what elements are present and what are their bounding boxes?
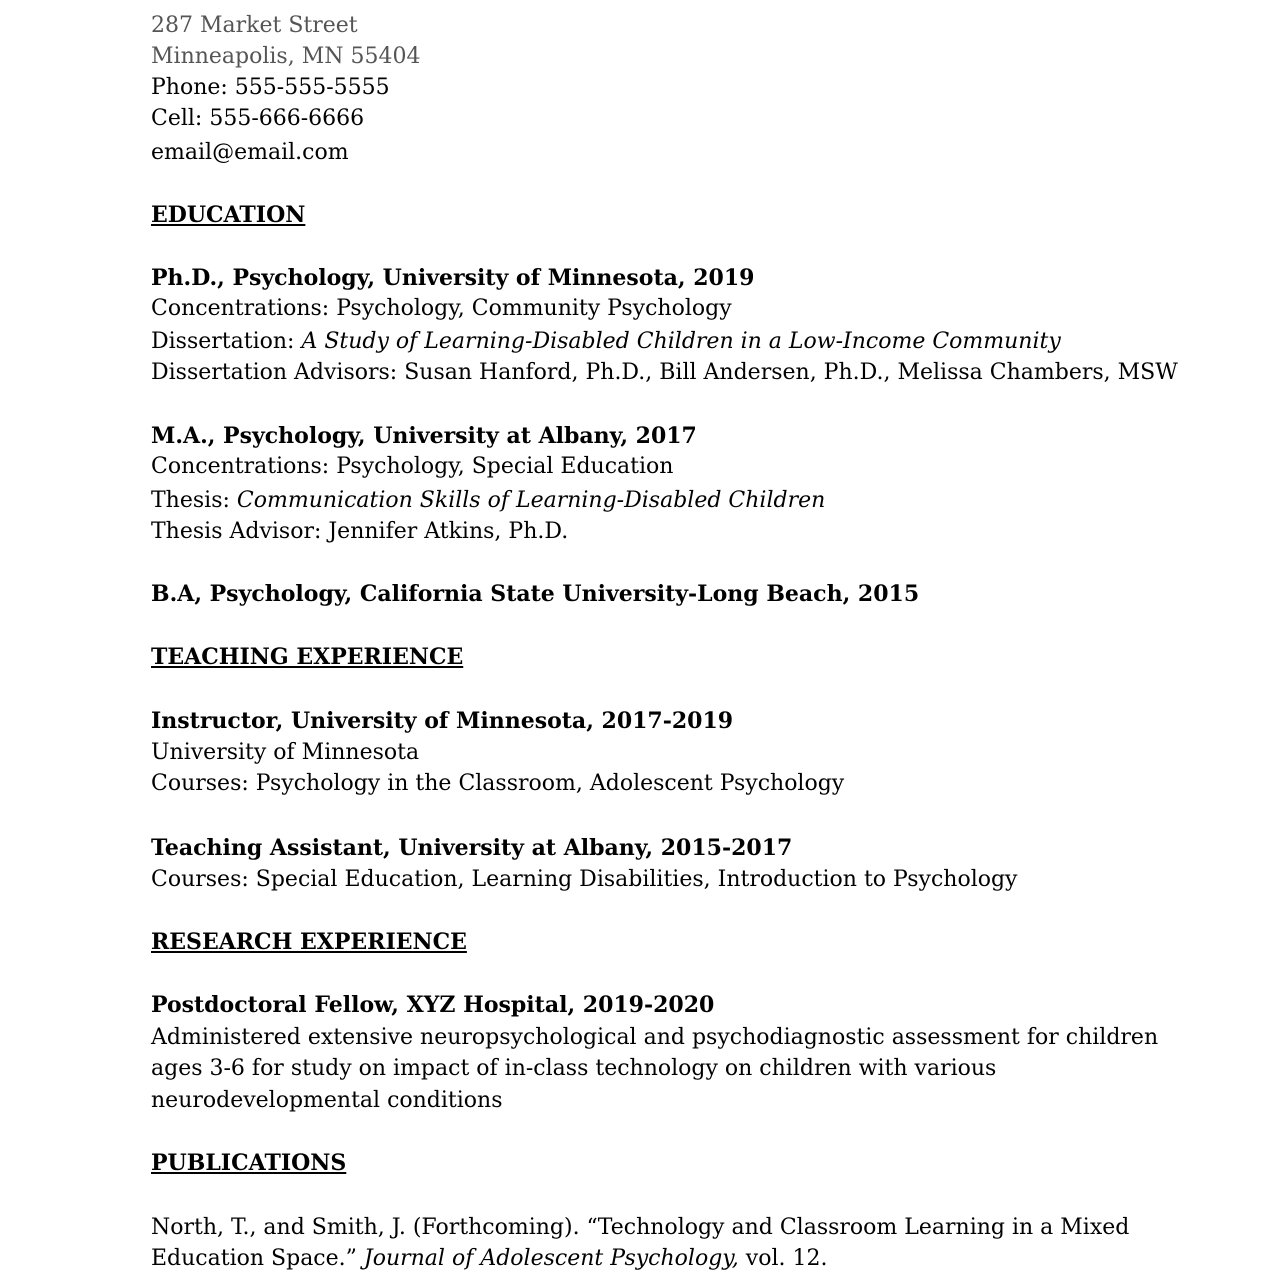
thesis-label: Thesis: [151,488,237,513]
phd-title: Ph.D., Psychology, University of Minnesota, 2019 [151,265,755,291]
ma-advisor: Thesis Advisor: Jennifer Atkins, Ph.D. [151,519,569,544]
ma-thesis [151,487,825,515]
phd-dissertation [151,328,1061,356]
ta-title: Teaching Assistant, University at Albany, 2015-2017 [151,835,793,861]
publications-heading: PUBLICATIONS [151,1150,347,1176]
thesis-title: Communication Skills of Learning-Disabled Children [236,488,826,513]
postdoc-description-line-1: Administered extensive neuropsychological and psychodiagnostic assessment for children [151,1025,1159,1050]
postdoc-description-line-2: ages 3-6 for study on impact of in-class technology on children with various [151,1056,997,1081]
publication-journal: Journal of Adolescent Psychology, [363,1246,739,1271]
dissertation-label: Dissertation: [151,329,302,354]
dissertation-title: A Study of Learning-Disabled Children in a Low-Income Community [301,329,1061,354]
ta-courses: Courses: Special Education, Learning Disabilities, Introduction to Psychology [151,867,1018,892]
research-heading: RESEARCH EXPERIENCE [151,929,467,955]
instructor-title: Instructor, University of Minnesota, 2017-2019 [151,708,734,734]
contact-email: email@email.com [151,140,349,165]
instructor-institution: University of Minnesota [151,740,420,765]
publication-text-end: vol. 12. [738,1246,828,1271]
ma-title: M.A., Psychology, University at Albany, 2017 [151,423,697,449]
contact-cell: Cell: 555-666-6666 [151,106,365,131]
contact-city: Minneapolis, MN 55404 [151,44,421,69]
postdoc-description-line-3: neurodevelopmental conditions [151,1088,503,1113]
instructor-courses: Courses: Psychology in the Classroom, Adolescent Psychology [151,771,845,796]
contact-phone: Phone: 555-555-5555 [151,75,390,100]
ma-concentrations: Concentrations: Psychology, Special Education [151,454,674,479]
teaching-heading: TEACHING EXPERIENCE [151,644,464,670]
publication-line-1: North, T., and Smith, J. (Forthcoming). “Technology and Classroom Learning in a Mixed [151,1215,1130,1240]
phd-concentrations: Concentrations: Psychology, Community Psychology [151,296,732,321]
education-heading: EDUCATION [151,202,306,228]
publication-line-2 [151,1245,827,1273]
ba-title: B.A, Psychology, California State University-Long Beach, 2015 [151,581,920,607]
phd-advisors: Dissertation Advisors: Susan Hanford, Ph.D., Bill Andersen, Ph.D., Melissa Chambers, MSW [151,360,1178,385]
postdoc-title: Postdoctoral Fellow, XYZ Hospital, 2019-2020 [151,992,715,1018]
publication-text-start: Education Space.” [151,1246,364,1271]
contact-street: 287 Market Street [151,13,358,38]
